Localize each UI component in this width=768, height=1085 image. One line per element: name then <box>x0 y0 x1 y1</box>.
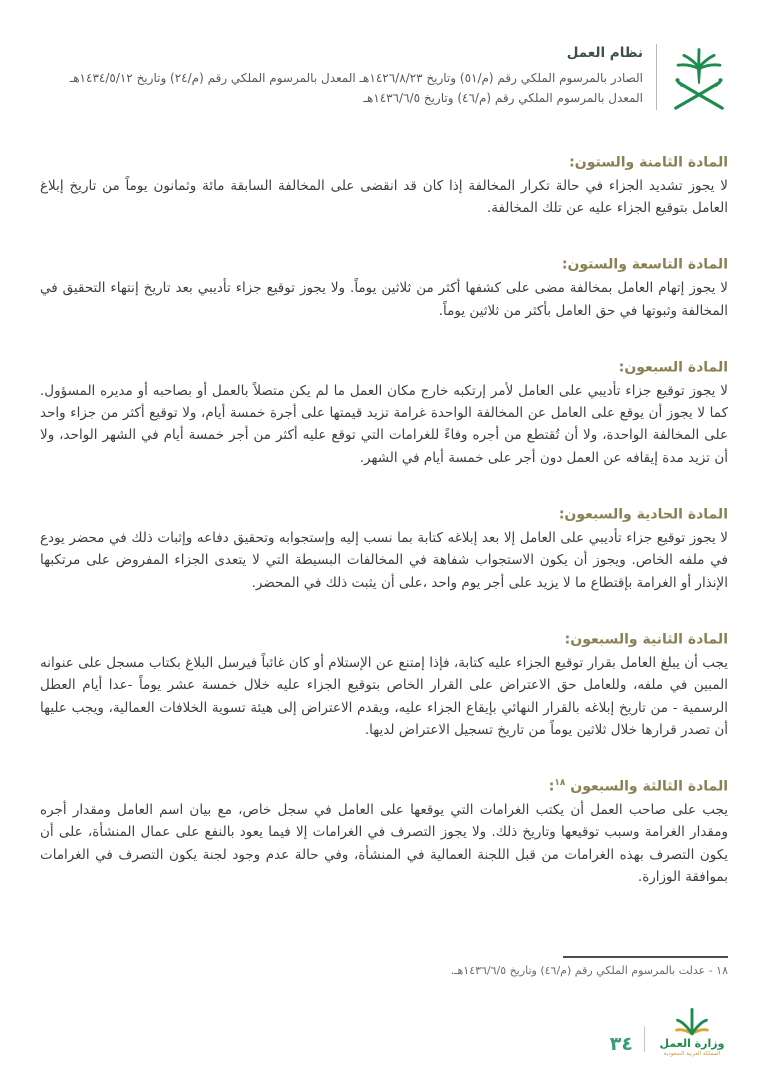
article-72-body: يجب أن يبلغ العامل بقرار توقيع الجزاء عليه كتابة، فإذا إمتنع عن الإستلام أو كان غائباً فيرسل البلاغ بكتاب مسجل على عنوانه المبين في ملفه، وللعامل حق الاعتراض على القرار الخاص بتوقيع الجزاء عليه خلال خمسة عشر يوماً -عدا أيام العطل الرسمية - من تاريخ إبلاغه بالقرار النهائي بإيقاع الجزاء عليه، ويقدم الاعتراض إلى هيئة تسوية الخلافات العمالية، ويجب عليها أن تصدر قرارها خلال ثلاثين يوماً من تاريخ تسجيل الاعتراض لديها. <box>40 654 728 738</box>
article-69-heading <box>40 252 728 274</box>
article-72-heading <box>40 627 728 649</box>
article-70-body: لا يجوز توقيع جزاء تأديبي على العامل لأمر إرتكبه خارج مكان العمل ما لم يكن متصلاً بالعمل أو بصاحبه أو مديره المسؤول. كما لا يجوز أن يوقع على العامل عن المخالفة الواحدة غرامة تزيد قيمتها على أجرة خمسة أيام، ولا توقيع أكثر من جزاء واحد على المخالفة الواحدة، ولا أن تُقتطع من أجره وفاءً للغرامات التي توقع عليه أكثر من أجر خمسة أيام في الشهر الواحد، ولا أن تزيد مدة إيقافه عن العمل دون أجر على خمسة أيام في الشهر. <box>40 382 728 466</box>
ministry-subtitle: المملكة العربية السعودية <box>663 1050 721 1057</box>
article-68-body: لا يجوز تشديد الجزاء في حالة تكرار المخالفة إذا كان قد انقضى على المخالفة السابقة مائة وثمانون يوماً من تاريخ إبلاغ العامل بتوقيع الجزاء عليه عن تلك المخالفة. <box>40 177 728 217</box>
article-71-heading <box>40 502 728 524</box>
article-73 <box>40 774 728 888</box>
article-71-body: لا يجوز توقيع جزاء تأديبي على العامل إلا بعد إبلاغه كتابة بما نسب إليه وإستجوابه وتحقيق دفاعه وإثبات ذلك في محضر يودع في ملفه الخاص. ويجوز أن يكون الاستجواب شفاهة في المخالفات البسيطة التي لا يتعدى الجزاء المفروض على مرتكبها الإنذار أو الغرامة بإقتطاع ما لا يزيد على أجر يوم واحد ،على أن يثبت ذلك في المحضر. <box>40 529 728 591</box>
article-heading-text: المادة الثالثة والسبعون <box>565 779 728 796</box>
article-heading-text: المادة الثانية والسبعون: <box>564 631 728 648</box>
decree-line-1: الصادر بالمرسوم الملكي رقم (م/٥١) وتاريخ ١٤٢٦/٨/٢٣هـ المعدل بالمرسوم الملكي رقم (م/٢٤) وتاريخ ١٤٣٤/٥/١٢هـ <box>69 71 643 85</box>
article-heading-tail: : <box>548 779 555 796</box>
page-number: ٣٤ <box>609 1032 633 1055</box>
header-text <box>70 44 643 108</box>
document-title: نظام العمل <box>566 45 643 61</box>
footer-divider <box>644 1026 645 1052</box>
footnote-divider <box>563 956 728 958</box>
article-heading-text: المادة الثامنة والستون: <box>569 154 728 171</box>
footnote-ref: ١٨ <box>554 778 566 789</box>
decree-line-2: المعدل بالمرسوم الملكي رقم (م/٤٦) وتاريخ ١٤٣٦/٦/٥هـ <box>363 91 643 105</box>
article-70-heading <box>40 355 728 377</box>
page-footer <box>610 1006 728 1058</box>
article-68-heading <box>40 150 728 172</box>
palm-icon <box>674 1006 710 1038</box>
ministry-of-labor-logo <box>656 1006 728 1058</box>
saudi-emblem-icon <box>670 46 728 114</box>
articles-list <box>40 150 728 889</box>
header-divider <box>656 44 657 110</box>
ministry-name: وزارة العمل <box>659 1037 725 1050</box>
article-69-body: لا يجوز إتهام العامل بمخالفة مضى على كشفها أكثر من ثلاثين يوماً. ولا يجوز توقيع جزاء تأديبي بعد تاريخ إنتهاء التحقيق في المخالفة وثبوتها في حق العامل بأكثر من ثلاثين يوماً. <box>40 280 728 319</box>
article-73-heading <box>40 774 728 796</box>
article-71 <box>40 502 728 594</box>
article-72 <box>40 627 728 741</box>
footnote-text: ١٨ - عدلت بالمرسوم الملكي رقم (م/٤٦) وتاريخ ١٤٣٦/٦/٥هـ. <box>450 964 728 977</box>
article-69 <box>40 252 728 321</box>
document-header <box>40 0 728 114</box>
footnote-area <box>40 956 728 977</box>
article-73-body: يجب على صاحب العمل أن يكتب الغرامات التي يوقعها على العامل في سجل خاص، مع بيان اسم العامل ومقدار أجره ومقدار الغرامة وسبب توقيعها وتاريخ ذلك. ولا يجوز التصرف في الغرامات إلا فيما يعود بالنفع على عمال المنشأة، على أن يكون التصرف بهذه الغرامات من قبل اللجنة العمالية في المنشأة، وفي حالة عدم وجود لجنة يكون التصرف في الغرامات بموافقة الوزارة. <box>40 802 728 886</box>
article-heading-text: المادة التاسعة والستون: <box>561 257 728 274</box>
article-heading-text: المادة السبعون: <box>618 359 728 376</box>
article-70 <box>40 355 728 469</box>
article-heading-text: المادة الحادية والسبعون: <box>558 506 728 523</box>
article-68 <box>40 150 728 219</box>
